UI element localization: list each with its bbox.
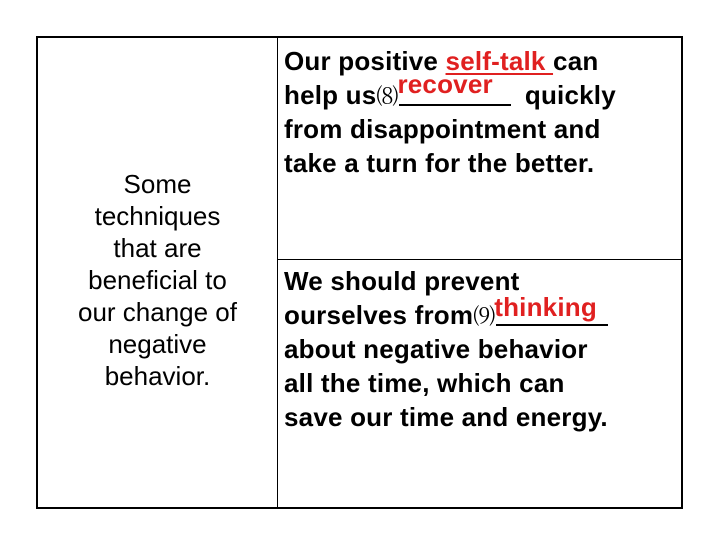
text-segment: ourselves from (284, 300, 474, 330)
answer-thinking: thinking (494, 292, 597, 322)
answer-self-talk: self-talk (445, 46, 554, 76)
left-cell-heading (78, 168, 237, 392)
paragraph-line: from disappointment and (284, 114, 601, 144)
answer-recover: recover (397, 69, 493, 99)
answer-blank-9 (494, 292, 614, 332)
paragraph-line: We should prevent (284, 266, 520, 296)
left-cell (38, 38, 277, 507)
left-line: beneficial to (88, 264, 227, 295)
answer-blank-8 (397, 69, 517, 112)
paragraph-line (284, 69, 616, 112)
text-segment: can (553, 46, 599, 76)
question-number-8: ⑻ (376, 84, 398, 109)
text-segment: help us (284, 80, 377, 110)
left-line: behavior. (104, 360, 211, 391)
question-number-9: ⑼ (473, 304, 495, 329)
paragraph-line: save our time and energy. (284, 402, 608, 432)
column-divider (277, 38, 278, 507)
text-segment: Our positive (284, 46, 446, 76)
paragraph-self-talk (284, 44, 616, 180)
left-line: that are (113, 232, 202, 263)
left-line: negative (108, 328, 207, 359)
paragraph-line (284, 292, 614, 332)
paragraph-line: all the time, which can (284, 368, 565, 398)
text-segment: quickly (517, 80, 616, 110)
paragraph-prevent (284, 264, 614, 434)
blank-underline (496, 324, 608, 326)
left-line: Some (123, 168, 192, 199)
blank-underline (399, 104, 511, 106)
left-line: techniques (94, 200, 221, 231)
paragraph-line: take a turn for the better. (284, 148, 595, 178)
row-divider (277, 259, 681, 260)
paragraph-line: about negative behavior (284, 334, 588, 364)
left-line: our change of (77, 296, 237, 327)
